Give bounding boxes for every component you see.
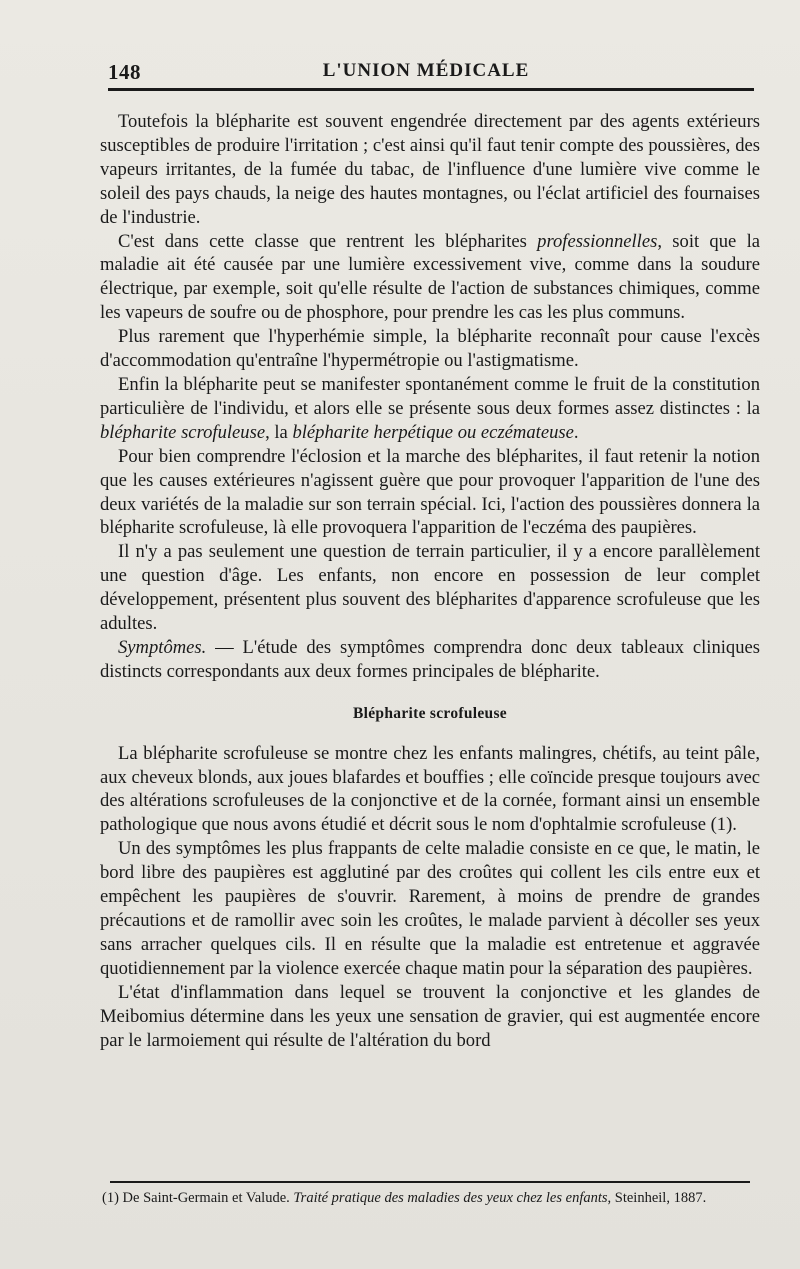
emphasis-scrofuleuse: blépharite scrofuleuse <box>100 421 266 443</box>
paragraph-1: Toutefois la blépharite est souvent engendrée directement par des agents extérieurs susceptibles de produire l'irritation ; c'est ainsi qu'il faut tenir compte des poussières, des vapeurs irritantes, de la fumée du tabac, de l'influence d'une lumière vive comme le soleil des pays chauds, la neige des hautes montagnes, ou l'éclat artificiel des fournaises de l'industrie. <box>100 111 760 228</box>
paragraph-5: Pour bien comprendre l'éclosion et la marche des blépharites, il faut retenir la notion que les causes extérieures n'agissent guère que pour provoquer l'apparition de l'une des deux variétés de la maladie sur son terrain spécial. Ici, l'action des poussières donnera la blépharite scrofuleuse, là elle provoquera l'apparition de l'eczéma des paupières. <box>100 445 760 539</box>
page-header <box>100 54 752 86</box>
emphasis-symptomes: Symptômes. <box>118 636 207 658</box>
footnote-book-title: Traité pratique des maladies des yeux chez les enfants <box>293 1190 608 1206</box>
paragraph-2: C'est dans cette classe que rentrent les blépharites professionnelles, soit que la maladie ait été causée par une lumière excessivement vive, comme dans la soudure électrique, par exemple, soit qu'elle résulte de l'action de substances chimiques, comme les vapeurs de soufre ou de phosphore, pour prendre les cas les plus communs. <box>100 230 760 324</box>
body-text <box>100 110 760 1052</box>
footnote-rule <box>110 1181 750 1183</box>
paragraph-4: Enfin la blépharite peut se manifester spontanément comme le fruit de la constitution particulière de l'individu, et alors elle se présente sous deux formes assez distinctes : la blépharite scrofuleuse, la blépharite herpétique ou eczémateuse. <box>100 373 760 443</box>
emphasis-professionnelles: professionnelles <box>537 230 658 252</box>
paragraph-7: Symptômes. — L'étude des symptômes comprendra donc deux tableaux cliniques distincts correspondants aux deux formes principales de blépharite. <box>100 636 760 682</box>
paragraph-9: Un des symptômes les plus frappants de celte maladie consiste en ce que, le matin, le bord libre des paupières est agglutiné par des croûtes qui collent les cils entre eux et empêchent les paupières de s'ouvrir. Rarement, à moins de prendre de grandes précautions et de ramollir avec soin les croûtes, le malade parvient à décoller ses yeux sans arracher quelques cils. Il en résulte que la maladie est entretenue et aggravée quotidiennement par la violence exercée chaque matin pour la séparation des paupières. <box>100 838 760 979</box>
header-rule <box>108 88 754 91</box>
footnote: (1) De Saint-Germain et Valude. Traité pratique des maladies des yeux chez les enfants, Steinheil, 1887. <box>102 1190 707 1206</box>
paragraph-6: Il n'y a pas seulement une question de terrain particulier, il y a encore parallèlement une question d'âge. Les enfants, non encore en possession de leur complet développement, présentent plus souvent des blépharites d'apparence scrofuleuse que les adultes. <box>100 541 760 635</box>
paragraph-3: Plus rarement que l'hyperhémie simple, la blépharite reconnaît pour cause l'excès d'accommodation qu'entraîne l'hypermétropie ou l'astigmatisme. <box>100 326 760 372</box>
section-title: Blépharite scrofuleuse <box>353 704 507 722</box>
page-number: 148 <box>108 60 141 84</box>
paragraph-8: La blépharite scrofuleuse se montre chez les enfants malingres, chétifs, au teint pâle, aux cheveux blonds, aux joues blafardes et bouffies ; elle coïncide presque toujours avec des altérations scrofuleuses de la conjonctive et de la cornée, formant ainsi un ensemble pathologique que nous avons étudié et décrit sous le nom d'ophtalmie scrofuleuse (1). <box>100 742 760 836</box>
paragraph-10: L'état d'inflammation dans lequel se trouvent la conjonctive et les glandes de Meibomius détermine dans les yeux une sensation de gravier, qui est augmentée encore par le larmoiement qui résulte de l'altération du bord <box>100 981 760 1051</box>
emphasis-herpetique: blépharite herpétique ou eczémateuse <box>292 421 574 443</box>
running-title: L'UNION MÉDICALE <box>322 60 530 81</box>
